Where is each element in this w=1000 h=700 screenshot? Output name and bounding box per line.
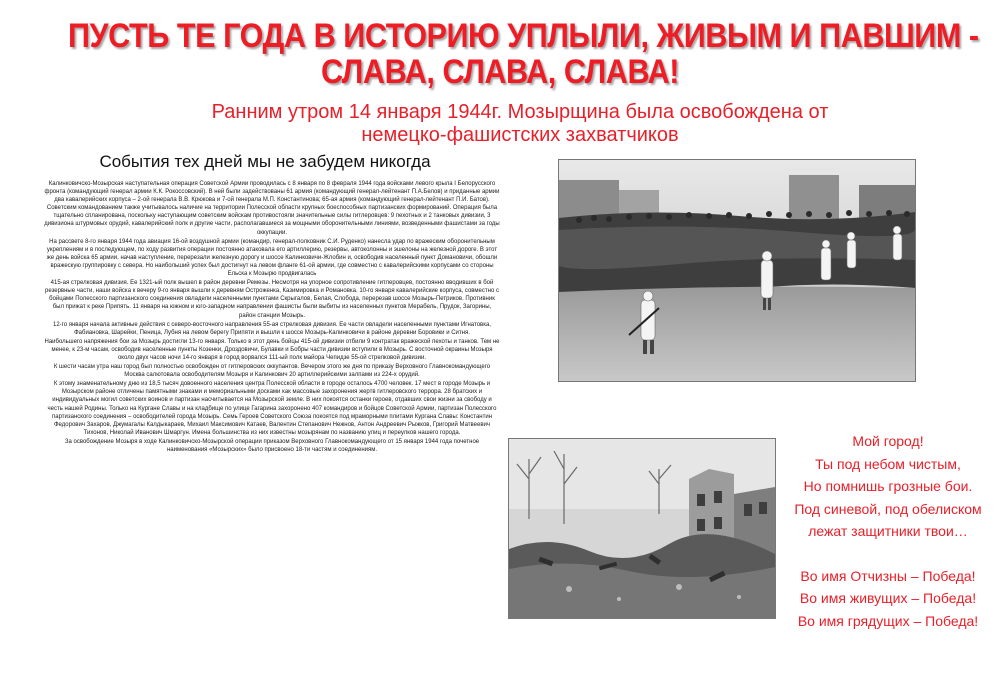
poem-line: Во имя грядущих – Победа!: [797, 612, 979, 629]
headline-line-2: СЛАВА, СЛАВА, СЛАВА!: [321, 53, 679, 91]
article-paragraph: За освобождение Мозыря в ходе Калинковичско-Мозырской операции приказом Верховного Главнокомандующего от 15 января 1944 года почетное наименования «Мозырских» было присвоено 18-ти частям и соединениям.: [64, 438, 480, 453]
ruins-photo: [508, 438, 776, 619]
ruins-photo-image: [509, 439, 775, 618]
subtitle: [100, 101, 940, 147]
article-paragraph: 12-го января начала активные действия с северо-восточного направления 55-ая стрелковая дивизия. Ее части овладели населенными пунктами Игнатовка, Фабиановка, Шарейки, Пеница, Лубня на левом берегу Припяти и вышли к шоссе Мозырь-Калинковичи в районе деревни Боровики и Ситня.: [53, 321, 491, 336]
poem-line: Ты под небом чистым,: [815, 455, 961, 472]
poem-line: лежат защитники твои…: [808, 523, 968, 539]
headline: [68, 17, 979, 91]
poem: [778, 430, 998, 632]
poem-stanza-gap: [778, 543, 998, 565]
article-paragraph: Калинковичско-Мозырская наступательная операция Советской Армии проводилась с 8 января по 8 февраля 1944 года войсками левого крыла I Белорусского фронта (командующий генерал армии К.К. Рокоссовский). В ней были задействованы 61 армия (командующий генерал-лейтенант П.А.Белов) и приданные армии два кавалерийских корпуса – 2-ой генерала В.В. Крюкова и 7-ой генерала М.П. Константинова; 65-ая армия (командующий генерал-лейтенант П.И. Батов). Советским командованием также учитывалось наличие на территории Полесской области крупных боеспособных партизанских формирований. Операция была тщательно спланирована, поскольку наступающим советским войскам противостояли значительные силы гитлеровцев: 9 пехотных и 2 танковых дивизии, 3 дивизиона штурмовых орудий, кавалерийский полк и другие части, располагавшиеся за мощными оборонительными линиями, возведенными фашистами за годы оккупации.: [44, 181, 500, 236]
article-paragraph: Наибольшего напряжения бои за Мозырь достигли 13-го января. Только в этот день бойцы 415-ой дивизии отбили 9 контратак вражеской пехоты и танков. Тем не менее, к 23-м часам, освободив населенные пункты Козенки, Дроздовичи, Булавки и Бобры части дивизии вступили в Мозырь. С восточной окраины Мозыря около двух часов ночи 14-го января в город ворвался 111-ый полк майора Чепидзе 55-ой стрелковой дивизии.: [44, 338, 500, 361]
parade-photo-image: [559, 160, 915, 381]
section-title: События тех дней мы не забудем никогда: [99, 152, 431, 171]
subtitle-line-1: Ранним утром 14 января 1944г. Мозырщина была освобождена от: [211, 101, 829, 123]
article-body: [44, 180, 500, 455]
poem-line: Но помнишь грозные бои.: [803, 478, 973, 494]
poem-line: Во имя Отчизны – Победа!: [800, 567, 976, 584]
poem-line: Во имя живущих – Победа!: [799, 590, 977, 606]
subtitle-line-2: немецко-фашистских захватчиков: [361, 124, 679, 146]
parade-photo: [558, 159, 916, 382]
poem-line: Мой город!: [852, 433, 924, 449]
article-paragraph: К шести часам утра наш город был полностью освобожден от гитлеровских оккупантов. Вечером этого же дня по приказу Верховного Главнокомандующего Москва салютовала освободителям Мозыря и Калинкович 20 артиллерийскими залпами из 224-х орудий.: [53, 364, 491, 379]
article-paragraph: К этому знаменательному дню из 18,5 тысяч довоенного населения центра Полесской области в городе осталось 4700 человек. 17 мест в городе Мозырь и Мозырском районе отличены памятными знаками и мемориальными досками как массовые захоронения жертв гитлеровского террора. 28 братских и индивидуальных могил советских воинов и партизан насчитывается на Мозырской земле. В них покоятся останки героев, отдавших свои жизни за свободу и честь нашей Родины. Только на Кургане Славы и на кладбище по улице Гагарина захоронено 407 командиров и бойцов Советской Армии, партизан Полесского партизанского соединения – освободителей города Мозырь. Семь Героев Советского Союза покоятся под мраморными плитами Кургана Славы: Константин Федорович Захаров, Джумагалы Калдыкараев, Михаил Максимович Катаев, Валентин Степанович Нежнов, Антон Андреевич Рыжков, Григорий Матвеевич Тихонов, Николай Иванович Шмаргун. Имена большинства из них известны мозырянам по названию улиц и переулков нашего города.: [47, 381, 497, 436]
headline-line-1: ПУСТЬ ТЕ ГОДА В ИСТОРИЮ УПЛЫЛИ, ЖИВЫМ И ПАВШИМ -: [68, 17, 979, 55]
poem-line: Под синевой, под обелиском: [794, 500, 982, 517]
article-paragraph: На рассвете 8-го января 1944 года авиация 16-ой воздушной армии (командир, генерал-полковник С.И. Руденко) нанесла удар по вражеским оборонительным укреплениям и в последующем, по ходу развития операции постоянно атаковала его артиллерию, резервы, автоколонны и эшелоны на железной дороге. В этот же день войска 65 армии, начав наступление, перерезали железную дорогу и шоссе Калинковичи-Жлобин и, освободив населенный пункт Домановичи, обошли вражескую группировку с севера. Но наибольший успех был достигнут на левом фланге 61-ой армии, где совместно с кавалерийскими корпусами со стороны Ельска к Мозырю продвигалась: [46, 238, 498, 278]
article-paragraph: 415-ая стрелковая дивизия. Ее 1321-ый полк вышел в район деревни Ремезы. Несмотря на упорное сопротивление гитлеровцев, постоянно вводивших в бой резервные части, наши войска к вечеру 9-го января вышли к деревням Остроженка, Казимировка и Романовка. 10-го января кавалерийские корпуса, совместно с бойцами Полесского партизанского соединения овладели населенными пунктами Скрыгалов, Белая, Слобода, перерезав шоссе Мозырь-Петриков. Противник был прижат к реке Припять. 11 января на южном и юго-западном направлении фашисты были выбиты из населенных пунктов Мерабель, Прудок, Загорины, район станции Мозырь.: [45, 280, 499, 319]
